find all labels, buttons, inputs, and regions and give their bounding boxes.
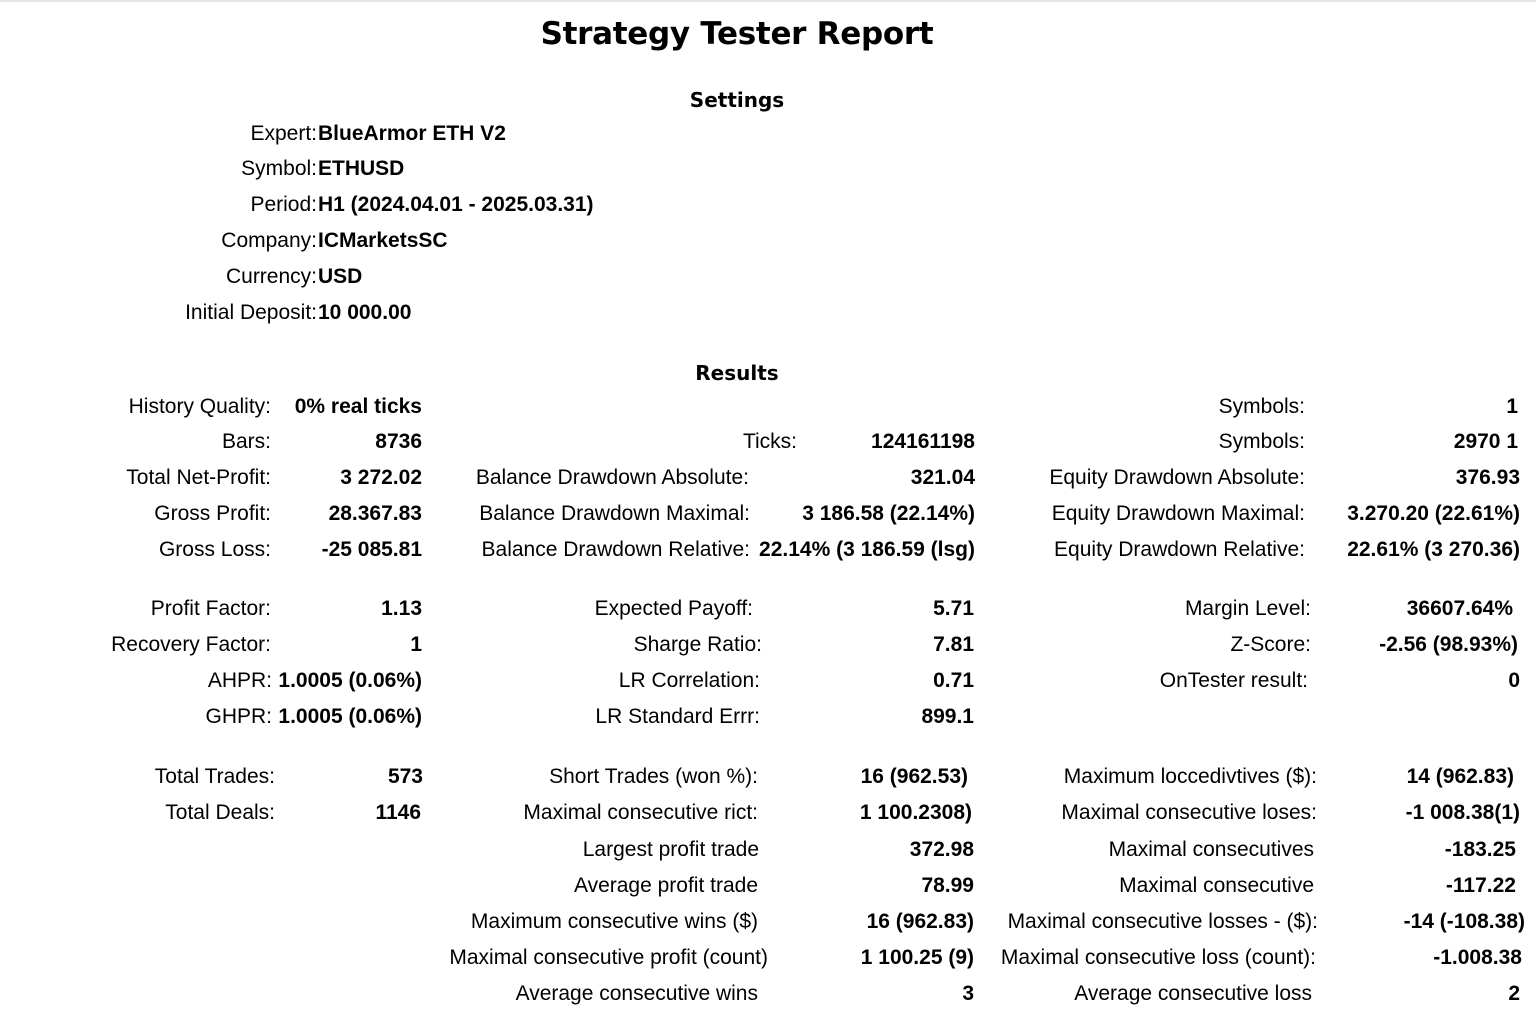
report-title-text: Strategy Tester Report [540, 16, 934, 52]
result-label-lr-correlation: LR Correlation: [618, 669, 760, 692]
result-label-maximal-consecutive-profit: Maximal consecutive profit (count) [449, 946, 768, 969]
result-label-maximal-consecutive-losses: Maximal consecutive losses - ($): [1007, 910, 1318, 933]
result-label-ahpr: AHPR: [207, 669, 272, 692]
result-value-average-consecutive-wins: 3 [962, 982, 974, 1005]
result-label-z-score: Z-Score: [1230, 633, 1311, 656]
result-value-recovery-factor: 1 [410, 633, 422, 656]
result-value-average-profit-trade: 78.99 [921, 874, 974, 897]
result-value-sharpe-ratio: 7.81 [933, 633, 974, 656]
result-value-gross-profit: 28.367.83 [328, 502, 422, 525]
result-label-margin-level: Margin Level: [1184, 597, 1311, 620]
result-value-total-trades: 573 [387, 765, 423, 788]
settings-label-currency: Currency: [225, 265, 317, 288]
result-label-profit-factor: Profit Factor: [150, 597, 271, 620]
settings-value-company: ICMarketsSC [318, 229, 448, 252]
result-value-z-score: -2.56 (98.93%) [1379, 633, 1518, 656]
result-value-symbols: 1 [1506, 395, 1518, 418]
result-label-balance-drawdown-relative: Balance Drawdown Relative: [481, 538, 750, 561]
result-label-recovery-factor: Recovery Factor: [111, 633, 271, 656]
result-label-average-consecutive-loss: Average consecutive loss [1074, 982, 1312, 1005]
result-label-equity-drawdown-absolute: Equity Drawdown Absolute: [1049, 466, 1305, 489]
result-value-maximal-consecutives: -183.25 [1444, 838, 1516, 861]
result-value-average-consecutive-loss: 2 [1508, 982, 1520, 1005]
result-label-maximum-loccedivtives: Maximum loccedivtives ($): [1063, 765, 1317, 788]
result-value-largest-profit-trade: 372.98 [909, 838, 974, 861]
result-label-largest-profit-trade: Largest profit trade [582, 838, 759, 861]
settings-label-initial-deposit: Initial Deposit: [185, 301, 317, 324]
result-label-ontester-result: OnTester result: [1159, 669, 1308, 692]
result-value-balance-drawdown-maximal: 3 186.58 (22.14%) [802, 502, 975, 525]
result-label-maximal-consecutives: Maximal consecutives [1108, 838, 1314, 861]
result-label-history-quality: History Quality: [128, 395, 271, 418]
result-value-maximal-consecutive-rict: 1 100.2308) [859, 801, 972, 824]
result-label-symbols-2: Symbols: [1218, 430, 1305, 453]
settings-heading-text: Settings [689, 88, 785, 112]
settings-label-symbol: Symbol: [241, 157, 317, 180]
result-value-total-net-profit: 3 272.02 [340, 466, 422, 489]
result-value-ticks: 124161198 [871, 430, 975, 453]
result-label-balance-drawdown-absolute: Balance Drawdown Absolute: [475, 466, 749, 489]
result-value-history-quality: 0% real ticks [294, 395, 422, 418]
result-value-balance-drawdown-absolute: 321.04 [910, 466, 975, 489]
top-border [0, 0, 1536, 2]
result-value-lr-correlation: 0.71 [933, 669, 974, 692]
result-value-ontester-result: 0 [1508, 669, 1520, 692]
result-value-maximal-consecutive: -117.22 [1445, 874, 1516, 897]
result-label-equity-drawdown-maximal: Equity Drawdown Maximal: [1051, 502, 1305, 525]
result-value-symbols-2: 2970 1 [1453, 430, 1518, 453]
result-value-lr-standard-error: 899.1 [921, 705, 974, 728]
result-value-margin-level: 36607.64% [1406, 597, 1513, 620]
settings-value-period: H1 (2024.04.01 - 2025.03.31) [318, 193, 594, 216]
result-value-equity-drawdown-maximal: 3.270.20 (22.61%) [1347, 502, 1520, 525]
result-label-total-net-profit: Total Net-Profit: [126, 466, 271, 489]
result-value-ahpr: 1.0005 (0.06%) [278, 669, 422, 692]
result-value-bars: 8736 [375, 430, 422, 453]
result-label-average-profit-trade: Average profit trade [573, 874, 758, 897]
result-value-maximal-consecutive-loss-count: -1.008.38 [1433, 946, 1522, 969]
result-label-equity-drawdown-relative: Equity Drawdown Relative: [1054, 538, 1305, 561]
result-value-maximum-loccedivtives: 14 (962.83) [1406, 765, 1514, 788]
result-label-total-trades: Total Trades: [154, 765, 275, 788]
result-label-maximal-consecutive-rict: Maximal consecutive rict: [523, 801, 758, 824]
result-label-symbols: Symbols: [1218, 395, 1305, 418]
results-heading-text: Results [695, 361, 779, 385]
result-label-short-trades: Short Trades (won %): [549, 765, 758, 788]
result-value-equity-drawdown-relative: 22.61% (3 270.36) [1347, 538, 1520, 561]
settings-heading [0, 88, 1536, 112]
result-value-maximum-consecutive-wins: 16 (962.83) [866, 910, 974, 933]
result-value-gross-loss: -25 085.81 [321, 538, 422, 561]
settings-label-company: Company: [221, 229, 317, 252]
result-value-maximal-consecutive-losses: -14 (-108.38) [1403, 910, 1525, 933]
result-label-total-deals: Total Deals: [165, 801, 275, 824]
result-label-maximal-consecutive: Maximal consecutive [1119, 874, 1314, 897]
result-label-maximal-consecutive-loss-count: Maximal consecutive loss (count): [1000, 946, 1316, 969]
result-label-balance-drawdown-maximal: Balance Drawdown Maximal: [479, 502, 750, 525]
result-label-sharpe-ratio: Sharge Ratio: [633, 633, 762, 656]
report-title [0, 16, 1536, 52]
settings-label-period: Period: [250, 193, 317, 216]
result-value-maximal-consecutive-profit: 1 100.25 (9) [860, 946, 974, 969]
result-label-expected-payoff: Expected Payoff: [594, 597, 753, 620]
result-value-balance-drawdown-relative: 22.14% (3 186.59 (lsg) [759, 538, 975, 561]
result-label-ticks: Ticks: [742, 430, 797, 453]
result-value-maximal-consecutive-loses: -1 008.38(1) [1405, 801, 1520, 824]
result-value-profit-factor: 1.13 [381, 597, 422, 620]
result-label-gross-profit: Gross Profit: [154, 502, 271, 525]
result-value-expected-payoff: 5.71 [933, 597, 974, 620]
result-value-equity-drawdown-absolute: 376.93 [1455, 466, 1520, 489]
result-value-total-deals: 1146 [375, 801, 421, 824]
results-heading [0, 361, 1536, 385]
settings-label-expert: Expert: [250, 122, 317, 145]
result-label-lr-standard-error: LR Standard Errr: [595, 705, 760, 728]
result-label-maximum-consecutive-wins: Maximum consecutive wins ($) [470, 910, 758, 933]
settings-value-currency: USD [318, 265, 363, 288]
result-label-average-consecutive-wins: Average consecutive wins [515, 982, 758, 1005]
result-value-short-trades: 16 (962.53) [860, 765, 968, 788]
result-label-gross-loss: Gross Loss: [158, 538, 271, 561]
result-label-maximal-consecutive-loses: Maximal consecutive loses: [1061, 801, 1317, 824]
settings-value-expert: BlueArmor ETH V2 [318, 122, 506, 145]
result-value-ghpr: 1.0005 (0.06%) [278, 705, 422, 728]
settings-value-initial-deposit: 10 000.00 [318, 301, 412, 324]
result-label-ghpr: GHPR: [205, 705, 272, 728]
result-label-bars: Bars: [221, 430, 271, 453]
settings-value-symbol: ETHUSD [318, 157, 405, 180]
